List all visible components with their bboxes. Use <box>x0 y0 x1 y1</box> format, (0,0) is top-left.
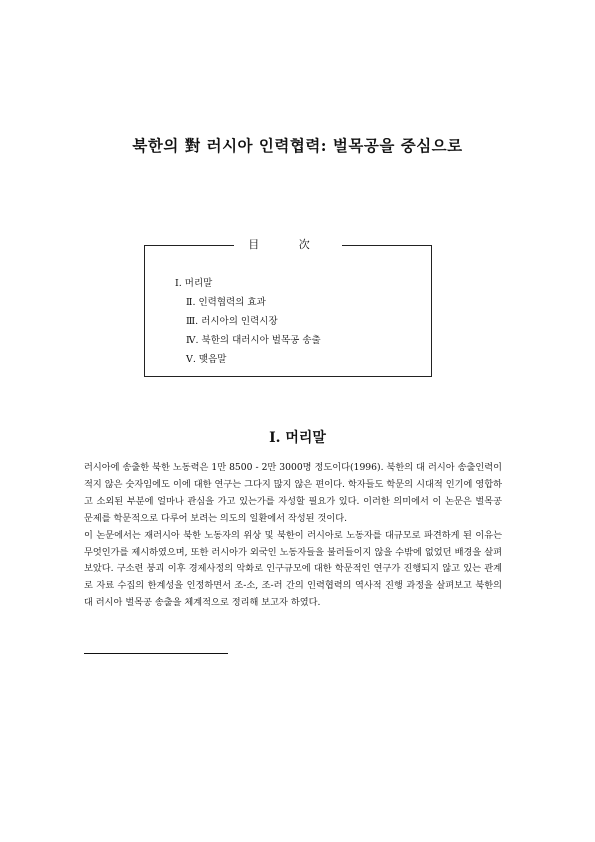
toc-item: Ⅳ. 북한의 대러시아 벌목공 송출 <box>186 335 321 346</box>
body-text <box>84 460 502 612</box>
toc-list <box>175 274 321 369</box>
toc-item: Ⅲ. 러시아의 인력시장 <box>186 316 278 327</box>
toc-item: Ⅰ. 머리말 <box>175 278 213 289</box>
section-heading: Ⅰ. 머리말 <box>269 430 326 446</box>
toc-item: Ⅴ. 맺음말 <box>186 354 227 365</box>
paragraph: 이 논문에서는 재러시아 북한 노동자의 위상 및 북한이 러시아로 노동자를 대규모로 파견하게 된 이유는 무엇인가를 제시하였으며, 또한 러시아가 외국인 노동자들을 불러들이지 않을 수밖에 없었던 배경을 살펴보았다. 구소련 붕괴 이후 경제사정의 악화로 인구규모에 대한 학문적인 연구가 진행되지 않고 있는 관계로 자료 수집의 한계성을 인정하면서 조-소, 조-러 간의 인력협력의 역사적 진행 과정을 살펴보고 북한의 대 러시아 벌목공 송출을 체계적으로 정리해 보고자 하였다. <box>84 529 502 609</box>
toc-heading: 目 次 <box>234 238 342 251</box>
toc-item: Ⅱ. 인력협력의 효과 <box>186 297 266 308</box>
table-of-contents <box>144 238 432 377</box>
footnote-separator <box>84 653 228 654</box>
paragraph: 러시아에 송출한 북한 노동력은 1만 8500 - 2만 3000명 정도이다(1996). 북한의 대 러시아 송출인력이 적지 않은 숫자임에도 이에 대한 연구는 그다지 많지 않은 편이다. 학자들도 학문의 시대적 인기에 영합하고 소외된 부분에 얼마나 관심을 가고 있는가를 자성할 필요가 있다. 이러한 의미에서 이 논문은 벌목공 문제를 학문적으로 다루어 보려는 의도의 일환에서 작성된 것이다. <box>84 462 502 524</box>
document-title: 북한의 對 러시아 인력협력: 벌목공을 중심으로 <box>132 136 463 155</box>
